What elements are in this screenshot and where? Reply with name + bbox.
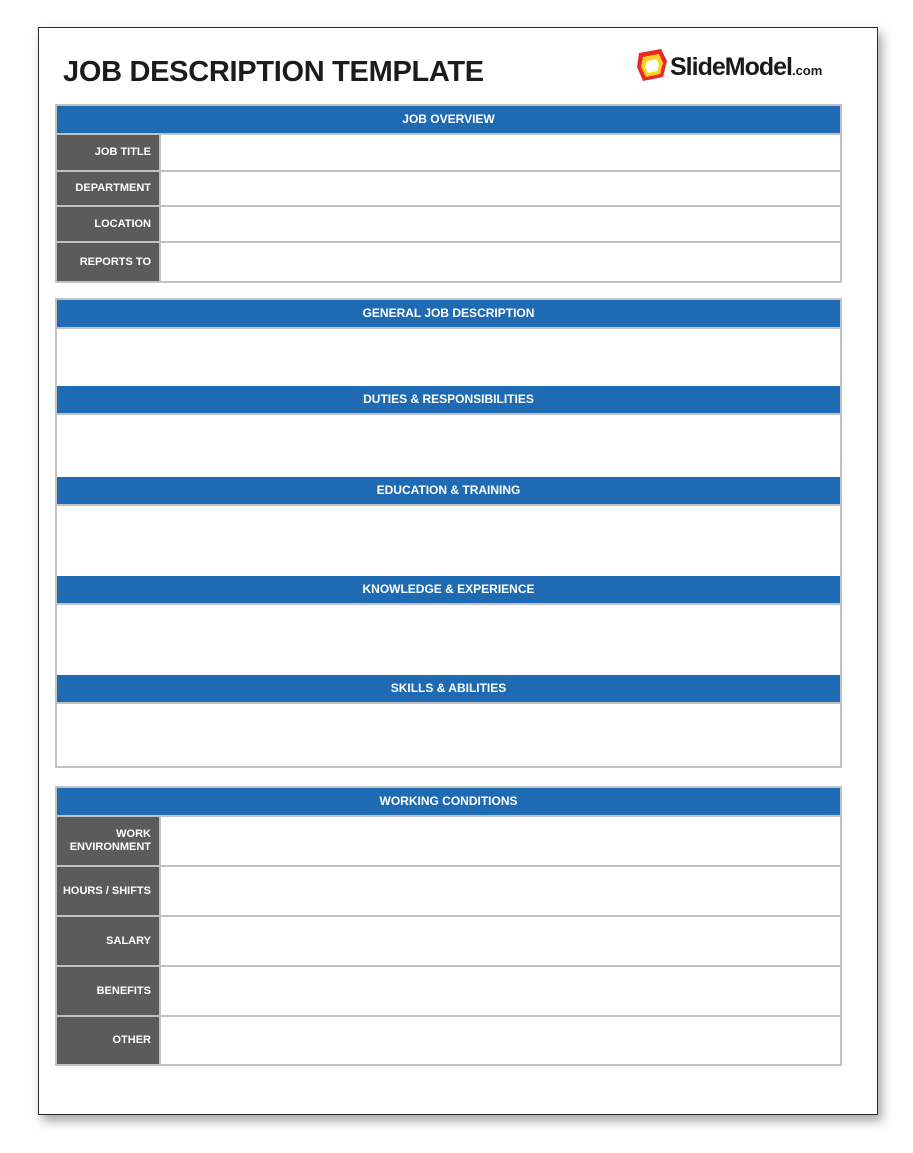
location-label: LOCATION — [57, 207, 161, 241]
row-department — [57, 170, 840, 205]
job-title-label: JOB TITLE — [57, 135, 161, 170]
skills-field[interactable] — [57, 702, 840, 766]
hours-shifts-label: HOURS / SHIFTS — [57, 867, 161, 915]
hours-shifts-field[interactable] — [161, 867, 840, 915]
other-label: OTHER — [57, 1017, 161, 1064]
slidemodel-logo-icon — [635, 47, 669, 85]
salary-label: SALARY — [57, 917, 161, 965]
logo-name: SlideModel — [670, 53, 792, 81]
row-benefits — [57, 965, 840, 1015]
benefits-label: BENEFITS — [57, 967, 161, 1015]
duties-field[interactable] — [57, 413, 840, 477]
department-label: DEPARTMENT — [57, 172, 161, 205]
work-environment-label-text: WORK ENVIRONMENT — [69, 828, 151, 853]
department-field[interactable] — [161, 172, 840, 205]
logo-wordmark — [670, 53, 822, 82]
row-location — [57, 205, 840, 241]
location-field[interactable] — [161, 207, 840, 241]
job-overview-header: JOB OVERVIEW — [57, 106, 840, 133]
other-field[interactable] — [161, 1017, 840, 1064]
skills-header: SKILLS & ABILITIES — [57, 675, 840, 702]
reports-to-field[interactable] — [161, 243, 840, 281]
knowledge-field[interactable] — [57, 603, 840, 675]
job-overview-section — [55, 104, 842, 283]
page-title: JOB DESCRIPTION TEMPLATE — [63, 56, 484, 88]
duties-header: DUTIES & RESPONSIBILITIES — [57, 386, 840, 413]
salary-field[interactable] — [161, 917, 840, 965]
logo-domain: .com — [791, 63, 823, 78]
working-conditions-header: WORKING CONDITIONS — [57, 788, 840, 815]
descriptions-section — [55, 298, 842, 768]
general-description-header: GENERAL JOB DESCRIPTION — [57, 300, 840, 327]
row-other — [57, 1015, 840, 1064]
work-environment-field[interactable] — [161, 817, 840, 865]
row-salary — [57, 915, 840, 965]
working-conditions-section — [55, 786, 842, 1066]
row-work-environment — [57, 815, 840, 865]
education-field[interactable] — [57, 504, 840, 576]
document-page — [38, 27, 878, 1115]
knowledge-header: KNOWLEDGE & EXPERIENCE — [57, 576, 840, 603]
reports-to-label: REPORTS TO — [57, 243, 161, 281]
education-header: EDUCATION & TRAINING — [57, 477, 840, 504]
job-title-field[interactable] — [161, 135, 840, 170]
work-environment-label — [57, 817, 161, 865]
benefits-field[interactable] — [161, 967, 840, 1015]
row-job-title — [57, 133, 840, 170]
row-reports-to — [57, 241, 840, 281]
general-description-field[interactable] — [57, 327, 840, 386]
row-hours-shifts — [57, 865, 840, 915]
